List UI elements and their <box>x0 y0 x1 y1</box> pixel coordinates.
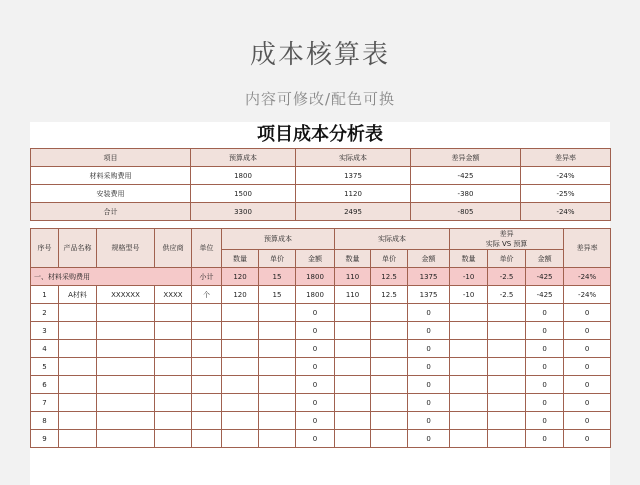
table-cell[interactable]: 7 <box>31 394 59 412</box>
table-cell[interactable] <box>59 430 97 448</box>
category-cell[interactable]: 1375 <box>408 268 450 286</box>
table-row <box>31 394 611 412</box>
table-cell[interactable]: 0 <box>408 304 450 322</box>
spreadsheet <box>30 122 610 485</box>
table-cell[interactable]: 120 <box>222 286 259 304</box>
table-cell[interactable]: XXXX <box>155 286 192 304</box>
summary-cell[interactable]: 安装费用 <box>31 185 191 203</box>
category-cell[interactable]: 15 <box>259 268 296 286</box>
summary-header-row <box>31 149 611 167</box>
price-header: 单价 <box>371 250 408 268</box>
table-cell[interactable]: 0 <box>564 340 611 358</box>
table-cell[interactable]: 0 <box>408 412 450 430</box>
table-cell[interactable] <box>155 358 192 376</box>
table-cell[interactable] <box>222 340 259 358</box>
amount-header: 金额 <box>526 250 564 268</box>
table-cell[interactable]: -24% <box>564 286 611 304</box>
table-cell[interactable]: 9 <box>31 430 59 448</box>
summary-cell[interactable]: 材料采购费用 <box>31 167 191 185</box>
table-cell[interactable]: 0 <box>526 394 564 412</box>
table-cell[interactable] <box>488 322 526 340</box>
table-cell[interactable] <box>155 430 192 448</box>
table-cell[interactable]: 0 <box>564 430 611 448</box>
table-cell[interactable] <box>335 376 371 394</box>
table-cell[interactable] <box>335 322 371 340</box>
table-cell[interactable]: 0 <box>526 358 564 376</box>
page-subtitle: 内容可修改/配色可换 <box>244 90 396 108</box>
table-cell[interactable]: 0 <box>296 322 335 340</box>
table-cell[interactable] <box>59 358 97 376</box>
category-row <box>31 268 611 286</box>
table-cell[interactable]: 15 <box>259 286 296 304</box>
table-cell[interactable] <box>488 412 526 430</box>
table-row <box>31 322 611 340</box>
table-cell[interactable] <box>59 376 97 394</box>
table-cell[interactable]: 0 <box>408 322 450 340</box>
table-cell[interactable] <box>335 358 371 376</box>
table-cell[interactable] <box>450 376 488 394</box>
table-cell[interactable]: 8 <box>31 412 59 430</box>
unit-header: 单位 <box>192 229 222 268</box>
table-cell[interactable]: 3 <box>31 322 59 340</box>
price-header: 单价 <box>259 250 296 268</box>
table-cell[interactable] <box>371 376 408 394</box>
table-cell[interactable]: XXXXXX <box>97 286 155 304</box>
table-cell[interactable]: 0 <box>564 304 611 322</box>
table-cell[interactable] <box>488 376 526 394</box>
summary-table <box>30 148 611 221</box>
table-cell[interactable] <box>371 322 408 340</box>
table-cell[interactable] <box>192 376 222 394</box>
summary-header-cell: 预算成本 <box>191 149 296 167</box>
table-cell[interactable] <box>259 394 296 412</box>
table-cell[interactable] <box>155 376 192 394</box>
table-cell[interactable] <box>222 304 259 322</box>
table-cell[interactable] <box>222 430 259 448</box>
budget-header: 预算成本 <box>222 229 335 250</box>
table-cell[interactable]: 0 <box>564 394 611 412</box>
summary-row <box>31 185 611 203</box>
summary-header-cell: 差异率 <box>521 149 611 167</box>
table-cell[interactable]: 0 <box>526 322 564 340</box>
table-cell[interactable]: 0 <box>296 394 335 412</box>
table-cell[interactable]: 1375 <box>408 286 450 304</box>
table-cell[interactable] <box>259 412 296 430</box>
table-cell[interactable] <box>488 358 526 376</box>
table-cell[interactable]: 0 <box>408 394 450 412</box>
summary-cell[interactable]: 1375 <box>296 167 411 185</box>
table-cell[interactable]: 0 <box>526 430 564 448</box>
table-cell[interactable]: 1 <box>31 286 59 304</box>
table-cell[interactable] <box>59 394 97 412</box>
table-row <box>31 376 611 394</box>
table-cell[interactable]: 0 <box>408 376 450 394</box>
table-cell[interactable] <box>222 322 259 340</box>
qty-header: 数量 <box>222 250 259 268</box>
table-cell[interactable] <box>488 340 526 358</box>
table-cell[interactable] <box>155 340 192 358</box>
table-cell[interactable] <box>259 304 296 322</box>
summary-cell[interactable]: 1500 <box>191 185 296 203</box>
summary-cell[interactable]: -425 <box>411 167 521 185</box>
table-cell[interactable]: 0 <box>526 340 564 358</box>
table-cell[interactable]: 110 <box>335 286 371 304</box>
table-cell[interactable]: -425 <box>526 286 564 304</box>
table-cell[interactable]: 0 <box>564 322 611 340</box>
category-cell[interactable]: 1800 <box>296 268 335 286</box>
table-cell[interactable] <box>222 394 259 412</box>
table-cell[interactable] <box>97 304 155 322</box>
category-cell[interactable]: 110 <box>335 268 371 286</box>
sheet-title: 项目成本分析表 <box>257 124 383 145</box>
table-cell[interactable] <box>97 358 155 376</box>
table-cell[interactable]: 0 <box>408 340 450 358</box>
table-cell[interactable]: 0 <box>296 412 335 430</box>
summary-header-cell: 差异金额 <box>411 149 521 167</box>
table-cell[interactable]: 4 <box>31 340 59 358</box>
table-cell[interactable] <box>259 358 296 376</box>
summary-total-cell[interactable]: -24% <box>521 203 611 221</box>
table-cell[interactable]: 0 <box>296 430 335 448</box>
summary-total-cell[interactable]: 合计 <box>31 203 191 221</box>
table-cell[interactable] <box>192 430 222 448</box>
table-cell[interactable] <box>192 394 222 412</box>
table-cell[interactable] <box>155 304 192 322</box>
summary-total-cell[interactable]: 3300 <box>191 203 296 221</box>
table-cell[interactable]: A材料 <box>59 286 97 304</box>
detail-header-row <box>31 229 611 250</box>
table-cell[interactable]: 1800 <box>296 286 335 304</box>
table-cell[interactable]: 0 <box>564 412 611 430</box>
table-cell[interactable] <box>222 358 259 376</box>
amount-header: 金额 <box>296 250 335 268</box>
table-row <box>31 412 611 430</box>
category-cell[interactable]: -24% <box>564 268 611 286</box>
table-row <box>31 304 611 322</box>
category-cell[interactable]: -2.5 <box>488 268 526 286</box>
table-cell[interactable] <box>97 430 155 448</box>
table-cell[interactable] <box>371 304 408 322</box>
table-cell[interactable] <box>488 430 526 448</box>
table-cell[interactable] <box>488 394 526 412</box>
summary-cell[interactable]: 1800 <box>191 167 296 185</box>
table-cell[interactable] <box>155 412 192 430</box>
table-cell[interactable] <box>222 376 259 394</box>
diff-header <box>450 229 564 250</box>
summary-total-cell[interactable]: 2495 <box>296 203 411 221</box>
summary-total-cell[interactable]: -805 <box>411 203 521 221</box>
price-header: 单价 <box>488 250 526 268</box>
summary-row <box>31 167 611 185</box>
detail-body <box>31 286 611 448</box>
table-cell[interactable] <box>335 304 371 322</box>
table-cell[interactable] <box>371 358 408 376</box>
table-cell[interactable]: 0 <box>564 358 611 376</box>
table-cell[interactable] <box>97 322 155 340</box>
table-cell[interactable] <box>450 412 488 430</box>
table-cell[interactable] <box>450 322 488 340</box>
table-cell[interactable] <box>59 304 97 322</box>
summary-cell[interactable]: -25% <box>521 185 611 203</box>
table-cell[interactable] <box>97 376 155 394</box>
table-cell[interactable] <box>192 358 222 376</box>
table-cell[interactable]: -2.5 <box>488 286 526 304</box>
category-name[interactable]: 一、材料采购费用 <box>31 268 192 286</box>
table-cell[interactable]: 0 <box>408 358 450 376</box>
table-cell[interactable] <box>192 322 222 340</box>
table-row <box>31 358 611 376</box>
table-row <box>31 430 611 448</box>
table-cell[interactable] <box>371 430 408 448</box>
table-cell[interactable] <box>97 394 155 412</box>
table-cell[interactable]: 0 <box>408 430 450 448</box>
summary-cell[interactable]: -380 <box>411 185 521 203</box>
category-cell[interactable]: -425 <box>526 268 564 286</box>
table-cell[interactable] <box>192 304 222 322</box>
category-subtotal-label[interactable]: 小计 <box>192 268 222 286</box>
product-header: 产品名称 <box>59 229 97 268</box>
table-cell[interactable] <box>192 412 222 430</box>
table-cell[interactable] <box>259 340 296 358</box>
category-cell[interactable]: -10 <box>450 268 488 286</box>
table-cell[interactable]: 0 <box>296 376 335 394</box>
qty-header: 数量 <box>335 250 371 268</box>
table-cell[interactable]: 2 <box>31 304 59 322</box>
table-cell[interactable]: 0 <box>296 304 335 322</box>
table-cell[interactable]: 6 <box>31 376 59 394</box>
table-cell[interactable]: 0 <box>296 340 335 358</box>
table-row <box>31 340 611 358</box>
summary-total-row <box>31 203 611 221</box>
summary-cell[interactable]: 1120 <box>296 185 411 203</box>
table-cell[interactable] <box>59 322 97 340</box>
spec-header: 规格型号 <box>97 229 155 268</box>
seq-header: 序号 <box>31 229 59 268</box>
table-cell[interactable]: 0 <box>526 376 564 394</box>
table-cell[interactable] <box>259 376 296 394</box>
qty-header: 数量 <box>450 250 488 268</box>
table-cell[interactable]: 0 <box>526 412 564 430</box>
table-cell[interactable]: 0 <box>526 304 564 322</box>
table-cell[interactable] <box>371 394 408 412</box>
table-cell[interactable] <box>222 412 259 430</box>
category-cell[interactable]: 120 <box>222 268 259 286</box>
table-cell[interactable] <box>335 394 371 412</box>
table-cell[interactable] <box>59 340 97 358</box>
detail-table <box>30 228 611 448</box>
table-cell[interactable] <box>450 304 488 322</box>
table-cell[interactable] <box>450 358 488 376</box>
table-cell[interactable]: 5 <box>31 358 59 376</box>
table-cell[interactable]: 个 <box>192 286 222 304</box>
table-cell[interactable] <box>371 340 408 358</box>
category-cell[interactable]: 12.5 <box>371 268 408 286</box>
summary-cell[interactable]: -24% <box>521 167 611 185</box>
table-cell[interactable] <box>259 430 296 448</box>
table-cell[interactable] <box>155 322 192 340</box>
table-row <box>31 286 611 304</box>
table-cell[interactable]: 12.5 <box>371 286 408 304</box>
amount-header: 金额 <box>408 250 450 268</box>
table-cell[interactable] <box>155 394 192 412</box>
table-cell[interactable]: 0 <box>296 358 335 376</box>
table-cell[interactable] <box>371 412 408 430</box>
table-cell[interactable] <box>97 412 155 430</box>
table-cell[interactable] <box>488 304 526 322</box>
table-cell[interactable] <box>450 394 488 412</box>
summary-header-cell: 项目 <box>31 149 191 167</box>
table-cell[interactable] <box>335 412 371 430</box>
table-cell[interactable] <box>59 412 97 430</box>
diff-header-title: 差异 <box>499 230 514 238</box>
table-cell[interactable] <box>335 340 371 358</box>
table-cell[interactable] <box>450 340 488 358</box>
page-title: 成本核算表 <box>249 40 390 70</box>
table-cell[interactable]: -10 <box>450 286 488 304</box>
table-cell[interactable] <box>450 430 488 448</box>
rate-header: 差异率 <box>564 229 611 268</box>
actual-header: 实际成本 <box>335 229 450 250</box>
table-cell[interactable] <box>192 340 222 358</box>
table-cell[interactable] <box>259 322 296 340</box>
table-cell[interactable]: 0 <box>564 376 611 394</box>
summary-header-cell: 实际成本 <box>296 149 411 167</box>
table-cell[interactable] <box>335 430 371 448</box>
table-cell[interactable] <box>97 340 155 358</box>
supplier-header: 供应商 <box>155 229 192 268</box>
diff-header-sub: 实际 VS 预算 <box>485 240 528 248</box>
